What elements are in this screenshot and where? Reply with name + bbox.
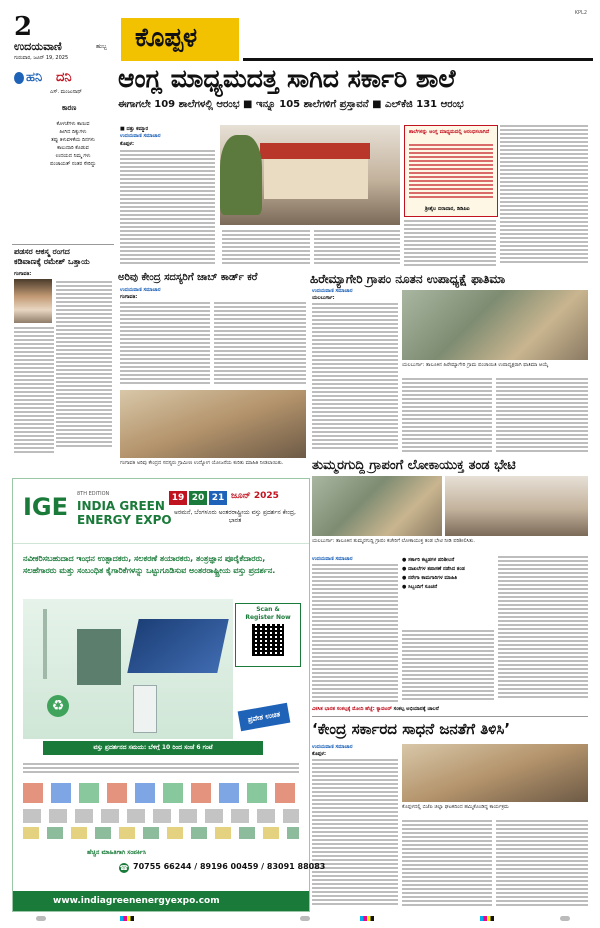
ad-url[interactable]: www.indiagreenenergyexpo.com [53, 896, 220, 906]
url-bar[interactable] [13, 891, 309, 911]
ad-header [13, 479, 309, 544]
bullet-item: ● ಸರ್ಕಾರಿ ಕಟ್ಟಡಗಳ ಪರಿಶೀಲನೆ [402, 557, 455, 563]
ad-month: ಜೂನ್ 2025 [231, 491, 279, 501]
ad-date-19: 19 [169, 491, 187, 505]
bottom-photo [402, 744, 588, 802]
bullet-item: ● ಸಿಬ್ಬಂದಿಗೆ ಸೂಚನೆ [402, 584, 438, 590]
solar-panel-icon [127, 619, 228, 673]
hiremyageri-headline: ಹಿರೇಮ್ಯಾಗೇರಿ ಗ್ರಾಪಂ ನೂತನ ಉಪಾಧ್ಯಕ್ಷೆ ಫಾತಿಮಾ [310, 272, 506, 286]
lokayukta-bullets [402, 556, 494, 626]
battery-icon [77, 629, 121, 685]
edition-short: ಹುಬ್ಬ [96, 43, 107, 50]
ev-charger-icon [133, 685, 157, 733]
arivu-dateline: ಗಂಗಾವತಿ: [120, 294, 138, 300]
verse-line: ಉದಯದ ನಿಮ್ಮ ಗಳು [55, 153, 91, 159]
left-story-headline-1: ಪಡಸರ ಆಕಸ್ಮ ರಂಗದ [14, 247, 70, 256]
paper-name: ಉದಯವಾಣಿ [14, 40, 62, 53]
reg-mark [560, 916, 570, 921]
bottom-caption: ಕೊಪ್ಪಳದಲ್ಲಿ ಬಿಜೆಪಿ ಜಿಲ್ಲಾ ಘಟಕದಿಂದ ಹಮ್ಮಿಕೊಂಡಿದ್ದ ಕಾರ್ಯಕ್ರಮ [402, 804, 509, 810]
hiremyageri-dateline: ಯಲಬುರ್ಗಾ: [312, 295, 335, 301]
hani-label: ಹನಿ [26, 70, 43, 85]
hiremyageri-body-2 [402, 378, 492, 454]
deck-a: ಈಗಾಗಲೇ 109 ಶಾಲೆಗಳಲ್ಲಿ ಆರಂಭ [118, 99, 240, 110]
ad-title-2: ENERGY EXPO [77, 513, 172, 527]
logo-strip-2 [23, 809, 299, 823]
lead-body-col5 [500, 125, 588, 267]
bottom-body-2 [402, 820, 492, 910]
person-photo [14, 279, 52, 323]
logo-strip-1 [23, 783, 299, 803]
date-line: ಗುರುವಾರ, ಜೂನ್ 19, 2025 [14, 55, 69, 61]
registration-marks [0, 914, 600, 924]
verse-line: ಕೊಳಚೆಗಳು ಕಾಣುವ [56, 121, 90, 127]
reg-mark [300, 916, 310, 921]
reg-mark [36, 916, 46, 921]
hiremyageri-photo [402, 290, 588, 360]
ad-phones[interactable]: 70755 66244 / 89196 00459 / 83091 88083 [133, 862, 326, 871]
bottom-dateline: ಕೊಪ್ಪಳ: [312, 751, 326, 757]
lead-byline: ■ ದತ್ತು ಕಮ್ಮಾರ [120, 126, 149, 132]
lead-dateline: ಕೊಪ್ಪಳ: [120, 141, 134, 147]
arivu-caption: ಗಂಗಾವತಿ ಅರಿವು ಕೇಂದ್ರದ ಸದಸ್ಯರು ಗ್ರಾಮೀಣ ಉದ್ಯೋಗ ಯೋಜನೆಯ ಕುರಿತು ಮಾಹಿತಿ ನೀಡಲಾಯಿತು. [120, 460, 284, 466]
timing-bar [43, 741, 263, 755]
corner-code: KPL2 [574, 10, 587, 16]
page-number: 2 [14, 12, 33, 42]
lead-deck [118, 99, 593, 115]
kicker: ವಿಕಸಿತ ಭಾರತ ಸಂಕಲ್ಪಕ್ಕೆ ಮೋದಿ ಹೆಜ್ಜೆ: ಕ್ಯಾವಟರ್ [312, 706, 392, 712]
arivu-body-1 [120, 302, 210, 388]
lokayukta-caption: ಯಲಬುರ್ಗಾ: ತಾಲೂಕಿನ ತುಮ್ಮರಗುದ್ದಿ ಗ್ರಾಪಂ ಕಚೇರಿಗೆ ಲೋಕಾಯುಕ್ತ ತಂಡ ಭೇಟಿ ನೀಡಿ ಪರಿಶೀಲಿಸಿತು. [312, 538, 475, 544]
reg-mark [360, 916, 374, 921]
verse-line: ಹೀಗಿದ ದಿಕ್ಕುಗಳು [59, 129, 87, 135]
bottom-body-3 [496, 820, 588, 910]
deck-sep-2: ■ [372, 99, 385, 110]
sponsor-row-1 [23, 763, 299, 779]
reg-mark [480, 916, 494, 921]
ad-date-21: 21 [209, 491, 227, 505]
school-roof [260, 143, 370, 159]
ad-edition: 8TH EDITION [77, 491, 110, 497]
highlight-body [409, 144, 493, 200]
scan-label: Scan & [256, 606, 280, 613]
hiremyageri-section: ಉದಯವಾಣಿ ಸಮಾಚಾರ [312, 288, 353, 294]
bottom-kicker-bar [312, 706, 588, 717]
timing-text: ವಸ್ತು ಪ್ರದರ್ಶನದ ಸಮಯ: ಬೆಳಿಗ್ಗೆ 10 ರಿಂದ ಸಂಜೆ 6 ಗಂಟೆ [93, 744, 213, 751]
hani-verse [38, 120, 108, 168]
qr-box[interactable] [235, 603, 301, 667]
verse-line: ತಪ್ಪು ತಿಳುವಳಿಕೆಯ ದಿನಗಳು [51, 137, 95, 143]
contact-label: ಹೆಚ್ಚಿನ ಮಾಹಿತಿಗಾಗಿ ಸಂಪರ್ಕಿಸಿ [87, 849, 147, 856]
kicker-2: ಸಂಕಲ್ಪ ಅಭಿಯಾನಕ್ಕೆ ಚಾಲನೆ [393, 706, 439, 712]
masthead-rule [243, 58, 593, 61]
school-wall [264, 159, 368, 199]
bottom-section: ಉದಯವಾಣಿ ಸಮಾಚಾರ [312, 744, 353, 750]
lead-body-col2 [222, 230, 310, 268]
recycle-icon: ♻ [47, 695, 69, 717]
ige-logo: IGE [23, 493, 69, 521]
bottom-headline: ‘ಕೇಂದ್ರ ಸರ್ಕಾರದ ಸಾಧನೆ ಜನತೆಗೆ ತಿಳಿಸಿ’ [312, 720, 511, 738]
lokayukta-body-3 [498, 556, 588, 704]
lead-section: ಉದಯವಾಣಿ ಸಮಾಚಾರ [120, 133, 161, 139]
lead-body-col3 [314, 230, 400, 268]
hiremyageri-body-3 [496, 378, 588, 454]
section-title: ಕೊಪ್ಪಳ [135, 23, 198, 53]
bullet-item: ● ನರೇಗಾ ಕಾಮಗಾರಿಗಳ ಮಾಹಿತಿ [402, 575, 458, 581]
bottom-body-1 [312, 759, 398, 909]
school-photo [220, 125, 400, 225]
left-story [12, 244, 114, 465]
phone-icon: ☎ [119, 864, 129, 872]
lokayukta-headline: ತುಮ್ಮರಗುದ್ದಿ ಗ್ರಾಪಂಗೆ ಲೋಕಾಯುಕ್ತ ತಂಡ ಭೇಟಿ [312, 458, 516, 473]
dani-label: ದನಿ [56, 70, 72, 85]
ad-title-1: INDIA GREEN [77, 499, 165, 513]
highlight-box [404, 125, 498, 217]
left-story-dateline: ಗಂಗಾವತಿ: [14, 271, 32, 277]
bullet-item: ● ದಾಖಲೆಗಳ ತಪಾಸಣೆ ನಡೆಸಿದ ತಂಡ [402, 566, 465, 572]
tree [220, 135, 262, 215]
arivu-headline: ಅರಿವು ಕೇಂದ್ರ ಸದಸ್ಯರಿಗೆ ಜಾಬ್ ಕಾರ್ಡ್‌ ಕರೆ [118, 272, 258, 283]
entry-badge: ಪ್ರವೇಶ ಉಚಿತ [238, 703, 291, 731]
highlight-title: ಶಾಲೆಗಳನ್ನು ಆಂಗ್ಲ ಮಾಧ್ಯಮದಲ್ಲಿ ಆರಂಭಿಸಲಾಗಿದೆ [409, 129, 489, 135]
left-story-body-full [14, 327, 54, 457]
logo-strip-3 [23, 827, 299, 839]
hiremyageri-body [312, 303, 398, 453]
verse-line: ಪಂಚಾಯತ್ ನಂತರ ಸೇರಿದ್ದು [50, 161, 96, 167]
masthead [8, 10, 593, 62]
lead-headline: ಆಂಗ್ಲ ಮಾಧ್ಯಮದತ್ತ ಸಾಗಿದ ಸರ್ಕಾರಿ ಶಾಲೆ [118, 64, 456, 93]
ad-venue: ಅರಮನೆ, ಬೆಂಗಳೂರು ಅಂತರರಾಷ್ಟ್ರೀಯ ವಸ್ತು ಪ್ರದರ್ಶನ ಕೇಂದ್ರ, ಭಾರತ [174, 509, 296, 524]
arivu-photo [120, 390, 306, 458]
qr-code-icon[interactable] [252, 624, 284, 656]
register-label: Register Now [245, 614, 291, 621]
deck-c: ಎಲ್‌ಕೆಜಿ 131 ಆರಂಭ [385, 99, 464, 110]
drop-icon [14, 72, 24, 84]
section-title-box [121, 18, 239, 61]
ad-tagline: ನವೀಕರಿಸಬಹುದಾದ ಇಂಧನ ಉತ್ಪಾದಕರು, ಸಲಕರಣೆ ತಯಾರಕರು, ತಂತ್ರಜ್ಞಾನ ಪೂರೈಕೆದಾರರು, ಸಲಹೆಗಾರರು ಮತ್ತು ಸಂಬಂಧಿತ ಕೈಗಾರಿಕೆಗಳನ್ನು ಒಟ್ಟುಗೂಡಿಸುವ ಅಂತರರಾಷ್ಟ್ರೀಯ ವಸ್ತು ಪ್ರದರ್ಶನ. [23, 554, 276, 575]
lokayukta-photo-2 [445, 476, 588, 536]
verse-line: ಕಾಲುದಾರಿ ಕೊಡುವ [57, 145, 89, 151]
lokayukta-body-1 [312, 564, 398, 704]
left-story-body [56, 281, 112, 457]
wind-turbine-icon [43, 609, 47, 679]
lead-body-col1 [120, 150, 215, 268]
reg-mark [120, 916, 134, 921]
lokayukta-photo-1 [312, 476, 442, 536]
hiremyageri-caption: ಯಲಬುರ್ಗಾ: ತಾಲೂಕಿನ ಹಿರೇಮ್ಯಾಗೇರಿ ಗ್ರಾಮ ಪಂಚಾಯಿತಿ ಉಪಾಧ್ಯಕ್ಷರಾಗಿ ಫಾತಿಮಾ ಆಯ್ಕೆ [402, 362, 549, 368]
arivu-section: ಉದಯವಾಣಿ ಸಮಾಚಾರ [120, 287, 161, 293]
hani-dani-box [12, 68, 110, 246]
arivu-body-2 [214, 302, 306, 388]
ad-date-20: 20 [189, 491, 207, 505]
lokayukta-body-2 [402, 630, 494, 704]
hani-subhead: ಕಾರಣ [62, 104, 77, 112]
lead-body-col4 [404, 220, 496, 268]
deck-sep-1: ■ [243, 99, 256, 110]
deck-b: ಇನ್ನೂ 105 ಶಾಲೆಗಳಿಗೆ ಪ್ರಸ್ತಾವನೆ [255, 99, 369, 110]
highlight-author: ಶ್ರೀಶೈಲ ಬಿರಾದಾರ, ಡಿಡಿಪಿಐ [425, 206, 470, 212]
hani-byline: ಎಸ್. ಮಂಜುನಾಥ್ [50, 89, 82, 95]
ad-illustration [23, 599, 233, 739]
left-story-headline-2: ಕಡಿವಾಣಕ್ಕೆ ರಮೇಶ್ ಒತ್ತಾಯ [14, 257, 90, 266]
sponsor-logos [23, 763, 299, 841]
lokayukta-section: ಉದಯವಾಣಿ ಸಮಾಚಾರ [312, 556, 353, 562]
